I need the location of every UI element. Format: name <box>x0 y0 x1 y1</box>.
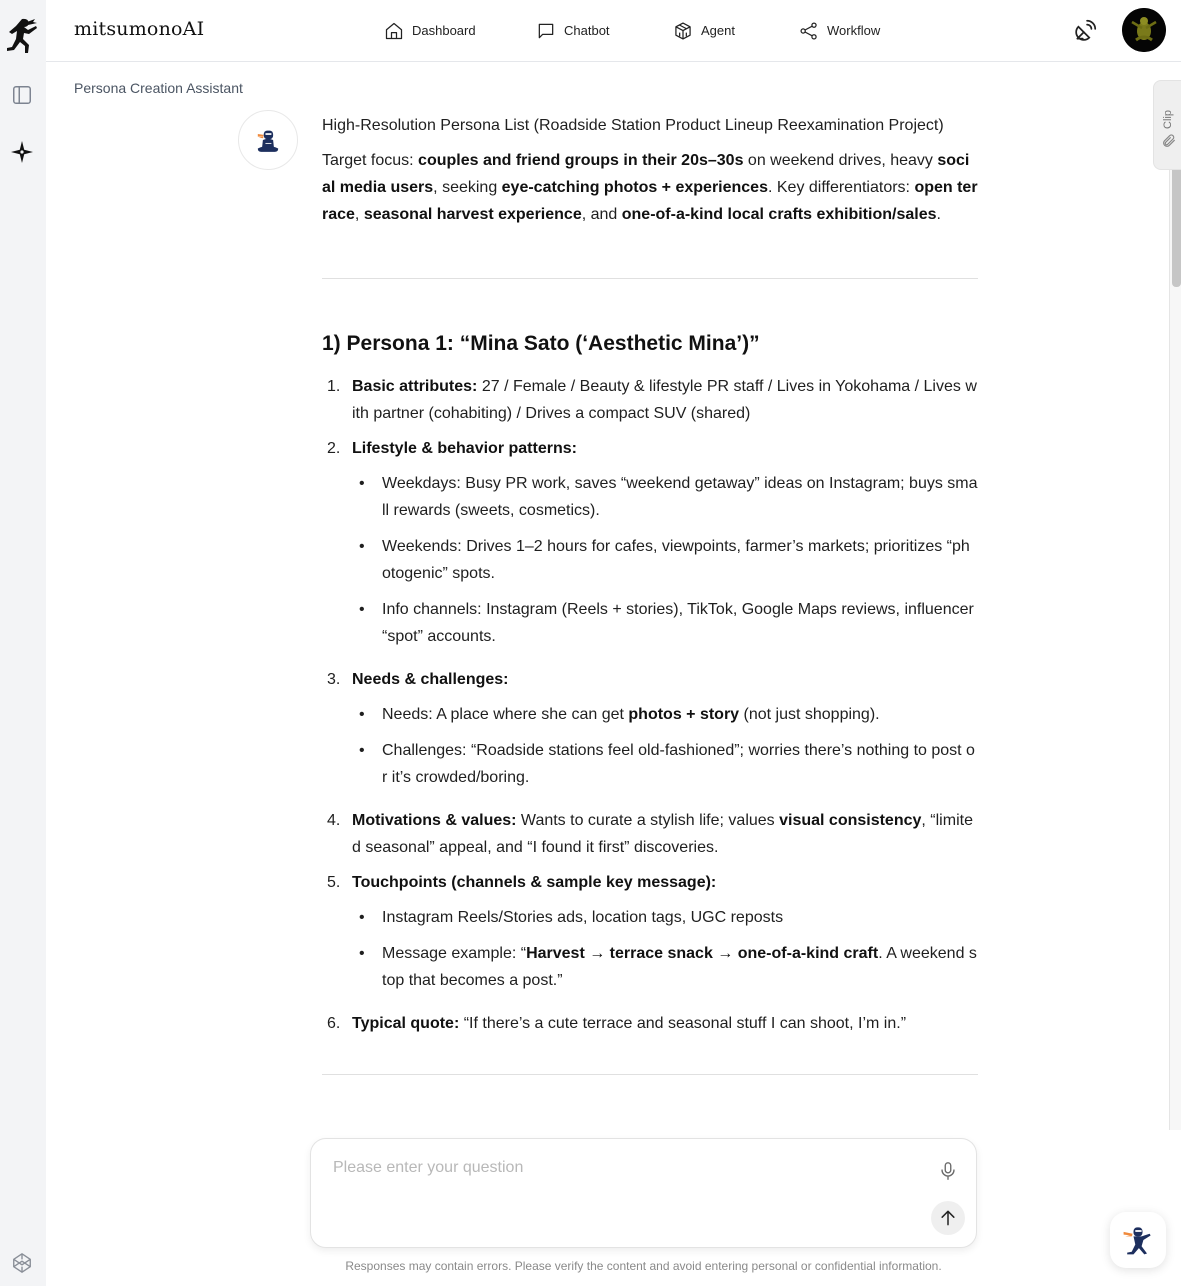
paperclip-icon <box>1161 133 1177 149</box>
text-segment: . A weekend stop that becomes a post.” <box>382 945 977 989</box>
text-segment: . Key differentiators: <box>767 179 915 196</box>
list-number: 5. <box>327 874 341 891</box>
nav-agent-label: Agent <box>701 23 735 38</box>
left-rail <box>0 0 46 1286</box>
nav-workflow[interactable] <box>799 0 880 61</box>
brand-name[interactable]: mitsumonoAI <box>74 18 205 40</box>
bullet-list <box>352 470 978 650</box>
cube-icon <box>673 21 693 41</box>
top-header <box>46 0 1181 62</box>
share-nodes-icon <box>799 21 819 41</box>
nav-chatbot[interactable] <box>536 0 610 61</box>
arrow-up-icon <box>938 1208 958 1228</box>
item-label: Basic attributes: <box>352 378 478 395</box>
message-intro <box>322 147 978 228</box>
text-segment: . <box>936 206 941 223</box>
clip-label: Clip <box>1162 110 1174 129</box>
bullet-item <box>352 470 978 524</box>
assistant-message <box>322 112 978 1075</box>
bold-text: seasonal harvest experience <box>363 206 582 223</box>
satellite-dish-icon <box>1073 17 1099 43</box>
item-label: Motivations & values: <box>352 812 517 829</box>
text-segment: , and <box>581 206 622 223</box>
text-segment: Weekends: Drives 1–2 hours for cafes, viewpoints, farmer’s markets; prioritizes “photogenic” spots. <box>382 538 970 582</box>
divider <box>322 1074 978 1075</box>
assistant-avatar <box>238 110 298 170</box>
bold-text: Harvest → terrace snack → one-of-a-kind craft <box>526 945 879 962</box>
text-segment: Instagram Reels/Stories ads, location tags, UGC reposts <box>382 909 784 926</box>
bullet-item <box>352 596 978 650</box>
bullet-item <box>352 904 978 931</box>
user-avatar[interactable] <box>1122 8 1166 52</box>
persona-attribute-item <box>322 435 978 650</box>
text-segment: Needs: A place where she can get <box>382 706 629 723</box>
persona-attributes-list <box>322 373 978 1037</box>
bold-text: photos + story <box>628 706 740 723</box>
question-composer <box>310 1138 977 1248</box>
list-number: 4. <box>327 812 341 829</box>
sidebar-panel-icon <box>11 84 33 106</box>
bold-text: couples and friend groups in their 20s–30s <box>418 152 744 169</box>
text-segment: , seeking <box>433 179 502 196</box>
bold-text: open terrace <box>322 179 978 223</box>
send-button[interactable] <box>931 1201 965 1235</box>
persona-attribute-item <box>322 807 978 861</box>
bold-text: eye-catching photos + experiences <box>501 179 768 196</box>
home-icon <box>384 21 404 41</box>
item-label: Touchpoints (channels & sample key message): <box>352 874 717 891</box>
ninja-assistant-icon <box>1120 1222 1156 1258</box>
text-segment: Challenges: “Roadside stations feel old-fashioned”; worries there’s nothing to post or it’s crowded/boring. <box>382 742 975 786</box>
text-segment: on weekend drives, heavy <box>743 152 938 169</box>
nav-agent[interactable] <box>673 0 735 61</box>
nav-chatbot-label: Chatbot <box>564 23 610 38</box>
list-number: 3. <box>327 671 341 688</box>
bold-text: social media users <box>322 152 970 196</box>
text-segment: “If there’s a cute terrace and seasonal stuff I can shoot, I’m in.” <box>459 1015 907 1032</box>
text-segment: 27 / Female / Beauty & lifestyle PR staff / Lives in Yokohama / Lives with partner (cohabiting) / Drives a compact SUV (shared) <box>352 378 977 422</box>
bullet-item <box>352 940 978 994</box>
question-input[interactable] <box>333 1159 913 1229</box>
ninja-logo-icon[interactable] <box>5 16 39 54</box>
persona-attribute-item <box>322 1010 978 1037</box>
text-segment: Target focus: <box>322 152 419 169</box>
meditating-ninja-icon <box>251 123 285 157</box>
codepen-button[interactable] <box>9 1250 35 1276</box>
persona-attribute-item <box>322 373 978 427</box>
microphone-icon <box>937 1160 959 1182</box>
text-segment: , “limited seasonal” appeal, and “I found it first” discoveries. <box>352 812 973 856</box>
bullet-list <box>352 701 978 791</box>
bullet-item <box>352 701 978 728</box>
text-segment: Wants to curate a stylish life; values <box>516 812 780 829</box>
connection-button[interactable] <box>1073 17 1099 43</box>
bold-text: one-of-a-kind local crafts exhibition/sales <box>621 206 937 223</box>
text-segment: Info channels: Instagram (Reels + stories), TikTok, Google Maps reviews, influencer “spot” accounts. <box>382 601 974 645</box>
list-number: 2. <box>327 440 341 457</box>
item-label: Typical quote: <box>352 1015 460 1032</box>
text-segment: Weekdays: Busy PR work, saves “weekend getaway” ideas on Instagram; buys small rewards (sweets, cosmetics). <box>382 475 978 519</box>
text-segment: (not just shopping). <box>739 706 880 723</box>
scrollbar-thumb[interactable] <box>1172 170 1181 287</box>
text-segment: Message example: “ <box>382 945 527 962</box>
voice-input-button[interactable] <box>935 1157 961 1185</box>
message-title: High-Resolution Persona List (Roadside Station Product Lineup Reexamination Project) <box>322 117 944 134</box>
codepen-cube-icon <box>11 1252 33 1274</box>
bullet-item <box>352 533 978 587</box>
persona-heading: 1) Persona 1: “Mina Sato (‘Aesthetic Mina’)” <box>322 332 760 355</box>
item-label: Lifestyle & behavior patterns: <box>352 440 577 457</box>
nav-workflow-label: Workflow <box>827 23 881 38</box>
sparkle-button[interactable] <box>9 139 35 165</box>
clip-tab[interactable] <box>1153 80 1181 170</box>
nav-dashboard[interactable] <box>384 0 476 61</box>
persona-attribute-item <box>322 666 978 791</box>
chat-bubble-icon <box>536 21 556 41</box>
bullet-item <box>352 737 978 791</box>
divider <box>322 278 978 279</box>
bold-text: visual consistency <box>779 812 922 829</box>
sidebar-toggle-button[interactable] <box>9 82 35 108</box>
nav-dashboard-label: Dashboard <box>412 23 476 38</box>
sparkle-icon <box>10 140 34 164</box>
disclaimer-text: Responses may contain errors. Please verify the content and avoid entering personal or confidential information. <box>345 1259 942 1273</box>
page-title: Persona Creation Assistant <box>74 80 243 96</box>
persona-attribute-item <box>322 869 978 994</box>
bullet-list <box>352 904 978 994</box>
list-number: 6. <box>327 1015 341 1032</box>
scrollbar-track[interactable] <box>1169 170 1181 1130</box>
text-segment: , <box>354 206 364 223</box>
list-number: 1. <box>327 378 341 395</box>
assistant-fab-button[interactable] <box>1110 1212 1166 1268</box>
item-label: Needs & challenges: <box>352 671 509 688</box>
